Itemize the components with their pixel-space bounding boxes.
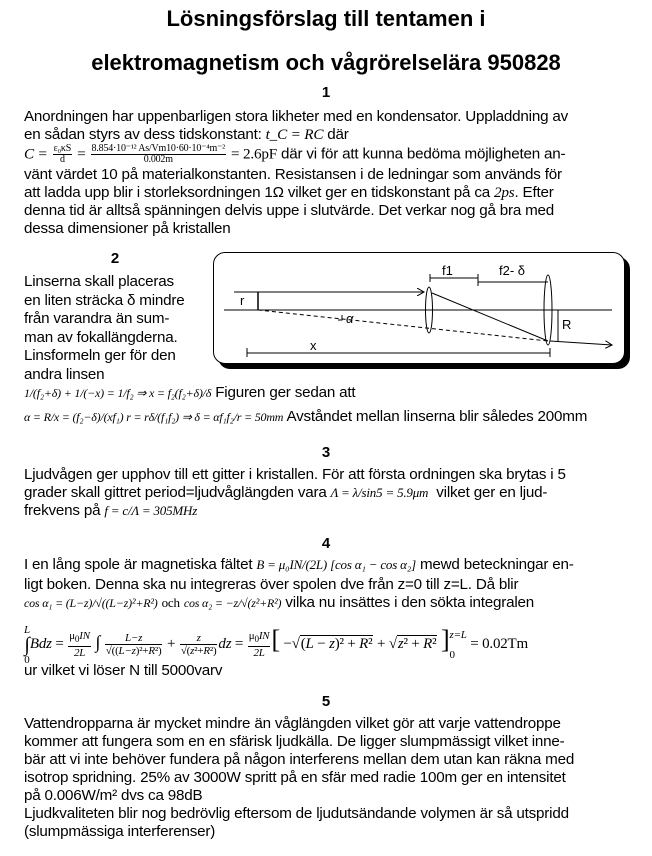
formula-tc: t_C = RC — [265, 126, 324, 143]
label-R: R — [562, 317, 572, 332]
document-title-line2: elektromagnetism och vågrörelselära 950828 — [91, 50, 561, 75]
frac-denominator: 0.002m — [143, 154, 173, 165]
p4-line-text: mewd beteckningar en- — [419, 556, 574, 573]
problem-number-5: 5 — [321, 693, 331, 710]
p1-line-text: där vi för att kunna bedöma möjligheten an- — [281, 145, 566, 163]
formula-grating-period: Λ = λ/sin5 = 5.9μm — [330, 485, 429, 500]
problem-3-text — [24, 466, 566, 520]
p3-line-text: vilket ger en ljud- — [436, 484, 548, 501]
formula-lens-line — [24, 384, 587, 408]
p2-line: andra linsen — [24, 365, 105, 383]
formula-alpha-line — [24, 408, 587, 430]
p3-line — [24, 484, 566, 502]
p1-line — [24, 184, 568, 202]
formula-frequency: f = c/Λ = 305MHz — [104, 503, 198, 518]
fraction-c-numeric — [91, 144, 226, 165]
p3-line: Ljudvågen ger upphov till ett gitter i kristallen. För att första ordningen ska brytas i 5 — [24, 466, 566, 483]
problem-5-text — [24, 715, 574, 841]
integral-sign-limits: L ∫ 0 — [24, 623, 30, 666]
p5-line: kommer att fungera som en en sfärisk ljudkälla. De ligger slumpmässigt vilket inne- — [24, 733, 565, 750]
p4-line — [24, 556, 574, 576]
formula-B-field: B = μ₀IN/(2L) [cos α₁ − cos α₂] — [256, 557, 416, 572]
p4-line — [24, 594, 574, 618]
p2-line-text: Figuren ger sedan att — [215, 384, 356, 401]
formula-integral-line: L ∫ 0Bdz = $\frac{\mu_0IN}{2L}$ ∫ $\frac{L-z}{\text{√((L−z)²+R²)}}$ + $\frac{z}{\text{√(z²+R²)}}$ dz = $\frac{\mu_0IN}{2L}$ [ −√(L − z)² + R² + √z² + R² ]z=L 0 = 0.02Tm — [24, 623, 528, 666]
problem-1-text — [24, 108, 568, 238]
problem-number-3: 3 — [321, 444, 331, 461]
formula-lens: 1/(f₂+δ) + 1/(−x) = 1/f₂ ⇒ x = f₂(f₂+δ)/δ — [24, 386, 212, 400]
p4-line-text: vilka nu insättes i den sökta integralen — [285, 594, 535, 611]
problem-number-4: 4 — [321, 535, 331, 552]
p2-line: en liten sträcka δ mindre — [24, 291, 185, 309]
integral-result: = 0.02Tm — [470, 636, 528, 652]
p1-word: där — [327, 126, 349, 143]
label-f2-delta: f2- δ — [499, 263, 526, 278]
dashed-ray — [258, 310, 548, 341]
alpha-mark — [338, 315, 342, 320]
p4-line: ur vilket vi löser N till 5000varv — [24, 662, 223, 679]
p2-line: från varandra än sum- — [24, 310, 170, 327]
p1-line: Anordningen har uppenbarligen stora likheter med en kondensator. Uppladdning av — [24, 108, 568, 125]
problem-4-text — [24, 556, 574, 680]
p1-line — [24, 126, 568, 144]
converging-ray — [432, 293, 548, 341]
p5-line: på 0.006W/m² dvs ca 98dB — [24, 787, 203, 804]
p3-line — [24, 502, 566, 520]
p1-line-text: en sådan styrs av dess tidskonstant: — [24, 126, 262, 143]
formula-c-lhs: C = — [24, 145, 48, 163]
p5-line: Ljudkvaliteten blir nog bedrövlig eftersom de ljudutsändande volymen är så utspridd — [24, 805, 569, 822]
frac-numerator: ε₀κS — [53, 143, 72, 154]
p2-line: Linserna skall placeras — [24, 273, 174, 290]
outgoing-ray — [550, 341, 612, 345]
formula-capacitance-line: C = $\frac{\text{ε₀κS}}{d}$ = $\frac{\text{8.854·10⁻¹² As/Vm10·60·10⁻⁴m⁻²}}{0.002m}$ = 2.6pF där vi för att kunna bedöma möjligheten an- — [24, 143, 566, 165]
p1-line: vänt värdet 10 på materialkonstanten. Resistansen i de ledningar som används för — [24, 166, 562, 183]
formula-cos-alpha2: cos α₂ = −z/√(z²+R²) — [183, 596, 282, 610]
formula-c-result: = 2.6pF — [231, 145, 278, 163]
lens-diagram — [213, 252, 625, 364]
frac-denominator: d — [59, 154, 65, 165]
label-f1: f1 — [442, 263, 453, 278]
p5-line: bär att vi inte behöver fundera på någon interferens mellan dem utan kan räkna med — [24, 751, 575, 768]
p5-line: (slumpmässiga interferenser) — [24, 823, 216, 840]
document-title-line1: Lösningsförslag till tentamen i — [166, 6, 486, 31]
p1-line-text: . Efter — [514, 184, 554, 201]
p4-line: ligt boken. Denna ska nu integreras över spolen dve från z=0 till z=L. Då blir — [24, 576, 519, 593]
p1-line-text: att ladda upp blir i storleksordningen 1Ω vilket ger en tidskonstant på ca — [24, 184, 490, 201]
p2-line: man av fokallängderna. — [24, 328, 178, 346]
fraction-c-symbolic — [53, 144, 73, 165]
p1-line: dessa dimensioner på kristallen — [24, 220, 231, 237]
label-r: r — [240, 293, 245, 308]
frac-numerator: 8.854·10⁻¹² As/Vm10·60·10⁻⁴m⁻² — [91, 143, 225, 154]
p5-line: Vattendropparna är mycket mindre än våglängden vilket gör att varje vattendroppe — [24, 715, 561, 732]
p2-line-text: Avståndet mellan linserna blir således 200mm — [286, 408, 588, 425]
p2-line: Linsformeln ger för den — [24, 347, 176, 364]
p4-line-text: I en lång spole är magnetiska fältet — [24, 556, 253, 573]
problem-number-1: 1 — [321, 84, 331, 101]
p3-line-text: frekvens på — [24, 502, 101, 519]
formula-alpha: α = R/x = (f₂−δ)/(xf₁) r = rδ/(f₁f₂) ⇒ δ = αf₁f₂/r = 50mm — [24, 410, 284, 424]
problem-number-2: 2 — [110, 250, 120, 267]
p1-line: denna tid är alltså spänningen delvis uppe i slutvärde. Det verkar nog gå bra med — [24, 202, 555, 219]
p3-line-text: grader skall gittret period=ljudvåglängden vara — [24, 484, 327, 501]
p5-line: isotrop spridning. 25% av 3000W spritt på en sfär med radie 100m ger en intensitet — [24, 769, 566, 786]
label-alpha: α — [346, 311, 354, 326]
formula-cos-alpha1: cos α₁ = (L−z)/√((L−z)²+R²) — [24, 596, 158, 610]
lens-diagram-svg — [214, 253, 624, 363]
time-constant-value: 2ps — [494, 184, 515, 201]
label-x: x — [310, 338, 317, 353]
p4-word: och — [161, 595, 180, 610]
